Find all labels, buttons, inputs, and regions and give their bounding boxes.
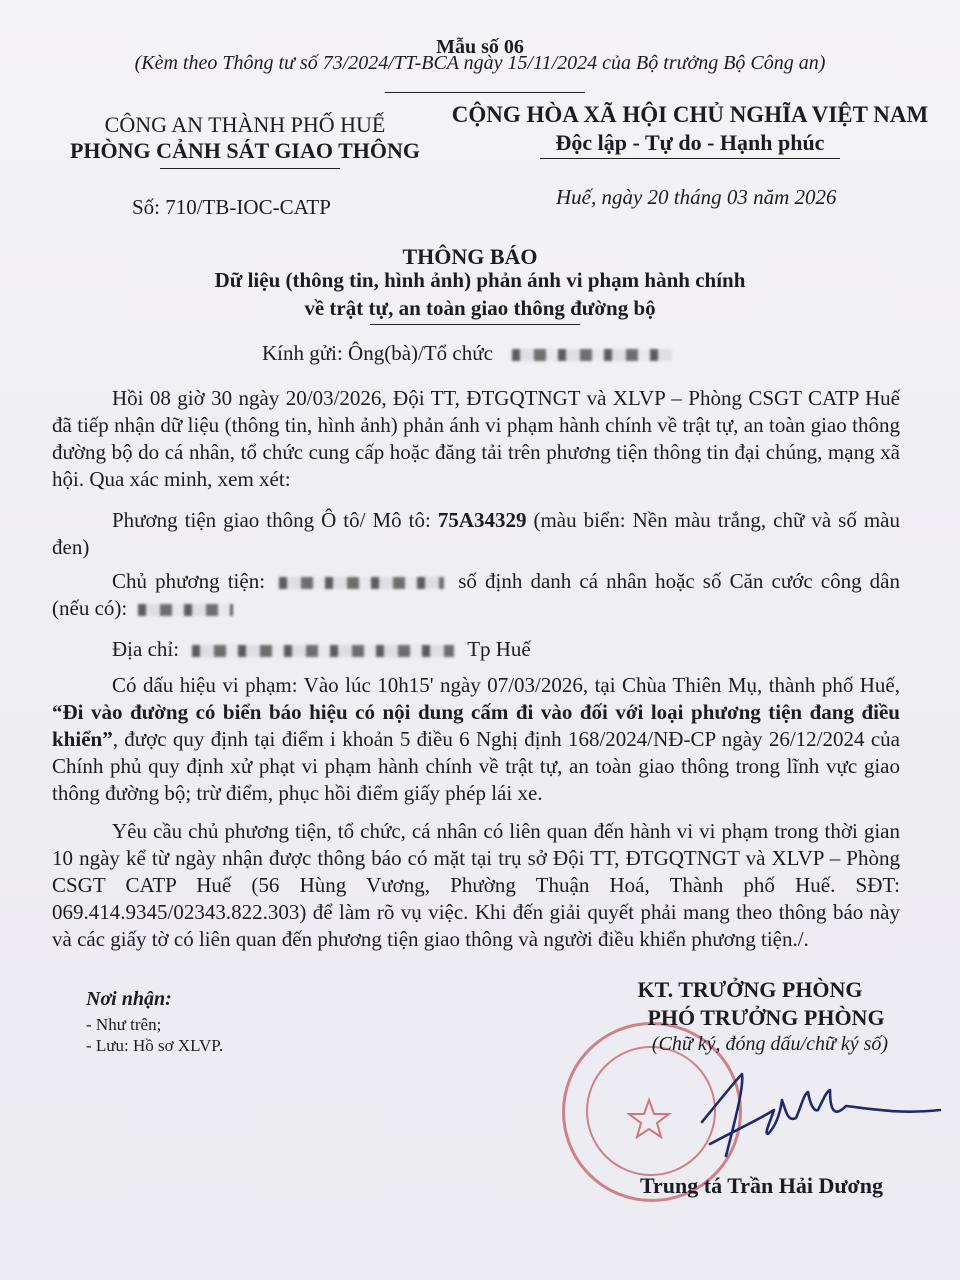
signature-note: (Chữ ký, đóng dấu/chữ ký số)	[651, 1033, 889, 1055]
paragraph-owner	[52, 568, 900, 622]
address-label: Địa chỉ:	[112, 637, 180, 661]
paragraph-vehicle	[52, 507, 900, 561]
owner-id-label: số định danh cá nhân hoặc số Căn cước công dân (nếu có):	[52, 569, 901, 620]
redacted-recipient-name	[512, 349, 672, 361]
attached-note: (Kèm theo Thông tư số 73/2024/TT-BCA ngày 15/11/2024 của Bộ trưởng Bộ Công an)	[134, 52, 826, 74]
agency-parent: CÔNG AN THÀNH PHỐ HUẾ	[104, 112, 386, 137]
document-subtitle-line1: Dữ liệu (thông tin, hình ảnh) phản ánh vi phạm hành chính	[214, 268, 746, 292]
recipients-title: Nơi nhận:	[86, 988, 172, 1010]
violation-time-place: Có dấu hiệu vi phạm: Vào lúc 10h15' ngày 07/03/2026, tại Chùa Thiên Mụ, thành phố Huế,	[112, 673, 900, 697]
owner-label: Chủ phương tiện:	[112, 569, 266, 593]
document-title: THÔNG BÁO	[402, 244, 538, 269]
paragraph-intake: Hồi 08 giờ 30 ngày 20/03/2026, Đội TT, ĐTGQTNGT và XLVP – Phòng CSGT CATP Huế đã tiếp nhận dữ liệu (thông tin, hình ảnh) phản ánh vi phạm hành chính về trật tự, an toàn giao thông đường bộ do cá nhân, tổ chức cung cấp hoặc đăng tải trên phương tiện thông tin đại chúng, mạng xã hội. Qua xác minh, xem xét:	[52, 386, 900, 491]
country-name: CỘNG HÒA XÃ HỘI CHỦ NGHĨA VIỆT NAM	[451, 102, 929, 127]
header-divider	[385, 92, 585, 93]
redacted-owner-id	[138, 604, 233, 616]
violation-description: “Đi vào đường có biển báo hiệu có nội dung cấm đi vào đối với loại phương tiện đang điều khiển”	[52, 700, 900, 751]
document-number: Số: 710/TB-IOC-CATP	[132, 195, 331, 219]
paragraph-request: Yêu cầu chủ phương tiện, tổ chức, cá nhân có liên quan đến hành vi vi phạm trong thời gian 10 ngày kể từ ngày nhận được thông báo có mặt tại trụ sở Đội TT, ĐTGQTNGT và XLVP – Phòng CSGT CATP Huế (56 Hùng Vương, Phường Thuận Hoá, Thành phố Huế. SĐT: 069.414.9345/02343.822.303) để làm rõ vụ việc. Khi đến giải quyết phải mang theo thông báo này và các giấy tờ có liên quan đến phương tiện giao thông và người điều khiển phương tiện./.	[52, 819, 900, 951]
place-date: Huế, ngày 20 tháng 03 năm 2026	[556, 185, 837, 209]
signature-title-2: PHÓ TRƯỞNG PHÒNG	[647, 1005, 885, 1030]
recipients-item: - Lưu: Hồ sơ XLVP.	[86, 1036, 224, 1055]
agency-name: PHÒNG CẢNH SÁT GIAO THÔNG	[69, 138, 420, 163]
signature-title-1: KT. TRƯỞNG PHÒNG	[637, 977, 863, 1002]
address-city: Tp Huế	[467, 637, 531, 661]
national-motto: Độc lập - Tự do - Hạnh phúc	[555, 130, 825, 155]
document-subtitle-line2: về trật tự, an toàn giao thông đường bộ	[304, 296, 656, 320]
plate-color: (màu biển: Nền màu trắng, chữ và số màu đen)	[52, 508, 900, 559]
redacted-owner-name	[279, 577, 444, 589]
recipients-item: - Như trên;	[86, 1015, 162, 1034]
salutation	[262, 341, 672, 366]
paragraph-violation	[52, 672, 900, 807]
title-underline	[370, 324, 580, 325]
agency-underline	[160, 168, 340, 169]
redacted-address	[192, 645, 454, 657]
salutation-text: Kính gửi: Ông(bà)/Tổ chức	[262, 341, 493, 365]
form-number: Mẫu số 06	[436, 36, 524, 58]
violation-legal-basis: , được quy định tại điểm i khoản 5 điều 6 Nghị định 168/2024/NĐ-CP ngày 26/12/2024 của Chính phủ quy định xử phạt vi phạm hành chính về trật tự, an toàn giao thông trong lĩnh vực giao thông đường bộ; trừ điểm, phục hồi điểm giấy phép lái xe.	[52, 727, 900, 805]
vehicle-label: Phương tiện giao thông Ô tô/ Mô tô:	[112, 508, 431, 532]
signer-name: Trung tá Trần Hải Dương	[640, 1173, 883, 1198]
handwritten-signature	[640, 1060, 960, 1180]
paragraph-address	[52, 636, 900, 663]
license-plate: 75A34329	[437, 508, 527, 532]
motto-underline	[540, 158, 840, 159]
